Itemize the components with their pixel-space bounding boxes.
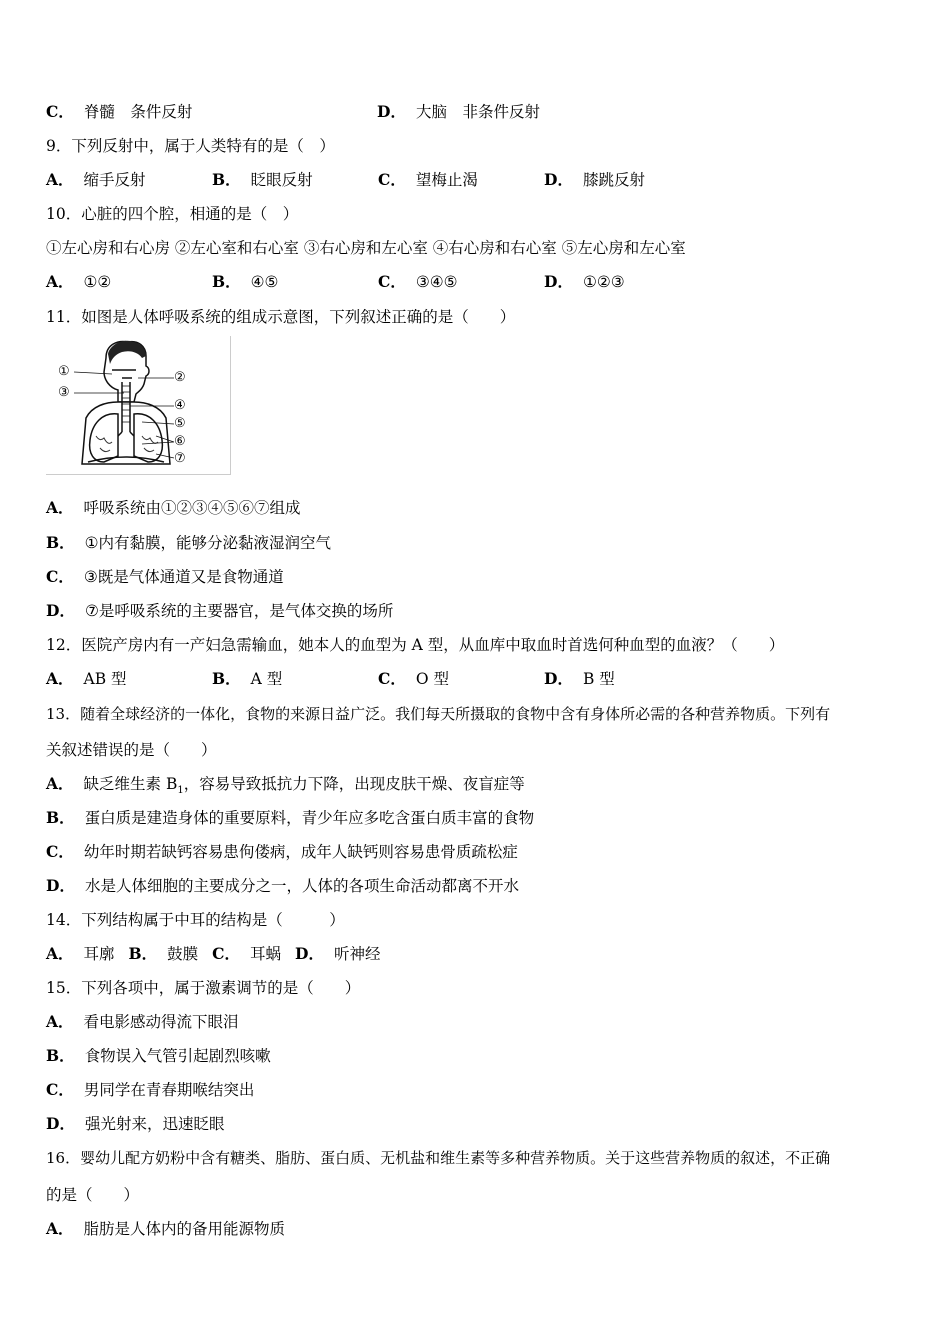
- q11-option-b: B． ①内有黏膜，能够分泌黏液湿润空气: [46, 533, 332, 552]
- q12-option-a: A． AB 型: [46, 669, 127, 688]
- q10-option-d: D． ①②③: [544, 272, 625, 291]
- q10-items: ①左心房和右心房 ②左心室和右心室 ③右心房和左心室 ④右心房和右心室 ⑤左心房和左心室: [46, 239, 686, 257]
- q14-options: [46, 944, 381, 964]
- q10-stem: 10．心脏的四个腔，相通的是（ ）: [46, 205, 299, 223]
- respiratory-figure-svg: [46, 336, 230, 474]
- respiratory-system-diagram: [46, 336, 231, 475]
- q12-option-d: D． B 型: [544, 669, 615, 688]
- q12-option-b: B． A 型: [212, 669, 283, 688]
- q13-option-a: A． 缺乏维生素 $B_1$，容易导致抵抗力下降，出现皮肤干燥、夜盲症等: [46, 774, 525, 797]
- q14-option-d: D． 听神经: [295, 944, 381, 963]
- q12-options: [46, 669, 615, 689]
- q10-option-c: C． ③④⑤: [378, 272, 458, 291]
- q13-option-b: B． 蛋白质是建造身体的重要原料，青少年应多吃含蛋白质丰富的食物: [46, 808, 535, 827]
- q15-option-a: A． 看电影感动得流下眼泪: [46, 1012, 239, 1031]
- q8-option-d: D． 大脑 非条件反射: [377, 102, 540, 121]
- q10-option-b: B． ④⑤: [212, 272, 279, 291]
- q14-option-b: B． 鼓膜: [128, 944, 199, 963]
- q16-stem-line1: 16．婴幼儿配方奶粉中含有糖类、脂肪、蛋白质、无机盐和维生素等多种营养物质。关于这些营养物质的叙述，不正确: [46, 1149, 831, 1167]
- q9-option-a: A． 缩手反射: [46, 170, 146, 189]
- q15-option-b: B． 食物误入气管引起剧烈咳嗽: [46, 1046, 271, 1065]
- q13-option-d: D． 水是人体细胞的主要成分之一，人体的各项生命活动都离不开水: [46, 876, 519, 895]
- q13-option-c: C． 幼年时期若缺钙容易患佝偻病，成年人缺钙则容易患骨质疏松症: [46, 842, 518, 861]
- fig-label-2: ②: [174, 370, 186, 385]
- q15-option-d: D． 强光射来，迅速眨眼: [46, 1114, 225, 1133]
- q8-option-c: C． 脊髓 条件反射: [46, 102, 193, 121]
- fig-label-7: ⑦: [174, 451, 186, 466]
- q10-option-a: A． ①②: [46, 272, 112, 291]
- fig-label-4: ④: [174, 398, 186, 413]
- fig-label-3: ③: [58, 385, 70, 400]
- q12-option-c: C． O 型: [378, 669, 449, 688]
- fig-label-6: ⑥: [174, 434, 186, 449]
- q13-stem-line2: 关叙述错误的是（ ）: [46, 741, 217, 759]
- q11-option-a: A． 呼吸系统由①②③④⑤⑥⑦组成: [46, 498, 301, 517]
- q12-stem: 12．医院产房内有一产妇急需输血，她本人的血型为 A 型，从血库中取血时首选何种血型的血液？（ ）: [46, 636, 785, 654]
- q9-option-d: D． 膝跳反射: [544, 170, 645, 189]
- q13-stem-line1: 13．随着全球经济的一体化，食物的来源日益广泛。我们每天所摄取的食物中含有身体所必需的各种营养物质。下列有: [46, 705, 831, 723]
- q16-stem-line2: 的是（ ）: [46, 1186, 140, 1204]
- q14-stem: 14．下列结构属于中耳的结构是（ ）: [46, 911, 345, 929]
- q11-stem: 11．如图是人体呼吸系统的组成示意图，下列叙述正确的是（ ）: [46, 308, 516, 326]
- q14-option-a: A． 耳廓: [46, 944, 115, 963]
- q9-option-b: B． 眨眼反射: [212, 170, 313, 189]
- fig-label-5: ⑤: [174, 416, 186, 431]
- q14-option-c: C． 耳蜗: [212, 944, 282, 963]
- q15-stem: 15．下列各项中，属于激素调节的是（ ）: [46, 979, 361, 997]
- q9-option-c: C． 望梅止渴: [378, 170, 478, 189]
- q16-option-a: A． 脂肪是人体内的备用能源物质: [46, 1219, 286, 1238]
- fig-label-1: ①: [58, 364, 70, 379]
- q9-options: [46, 170, 645, 190]
- q11-option-c: C． ③既是气体通道又是食物通道: [46, 567, 284, 586]
- q15-option-c: C． 男同学在青春期喉结突出: [46, 1080, 255, 1099]
- q10-options: [46, 272, 625, 292]
- q8-options: [46, 102, 540, 122]
- q9-stem: 9．下列反射中，属于人类特有的是（ ）: [46, 137, 335, 155]
- q11-option-d: D． ⑦是呼吸系统的主要器官，是气体交换的场所: [46, 601, 394, 620]
